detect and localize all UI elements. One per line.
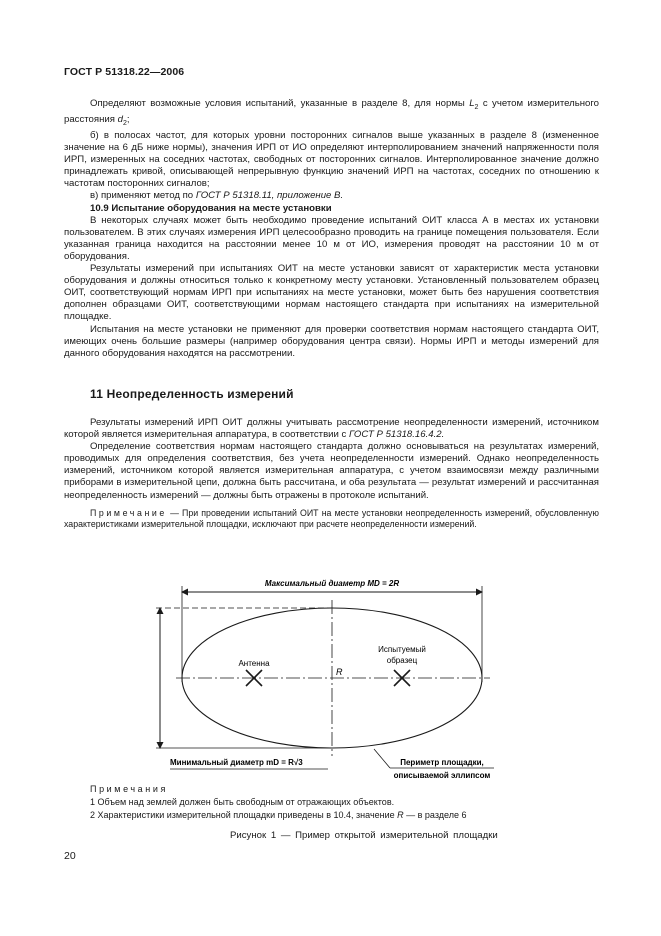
note-item: 1 Объем над землей должен быть свободным от отражающих объектов. xyxy=(90,797,395,807)
subsection-heading: 10.9 Испытание оборудования на месте установки xyxy=(90,202,332,214)
note-text: — При проведении испытаний ОИТ на месте установки неопределенность измерений, обусловленную характеристиками измерительной площадки, исключают при расчете неопределенности измерений. xyxy=(64,507,599,530)
paragraph: б) в полосах частот, для которых уровни посторонних сигналов выше указанных в разделе 8 (измененное значение на 6 дБ ниже нормы), значения ИРП от ИО определяют интерполированием значений напряженности поля ИРП, измеренных на соседних частотах, свободных от посторонних сигналов. Интерполированное значение должно принадлежать кривой, описывающей непрерывную функцию значений ИРП на частотах, соседних по отношению к частотам посторонних сигналов; xyxy=(64,130,599,190)
note xyxy=(64,508,599,531)
section-heading: 11 Неопределенность измерений xyxy=(90,387,294,401)
text-run: в) применяют метод по xyxy=(90,190,196,202)
symbol-L: L xyxy=(469,98,475,109)
text-run: Результаты измерений ИРП ОИТ должны учитывать рассмотрение неопределенности измерений, источником которой является измерительная аппаратура, в соответствии с xyxy=(64,417,599,441)
note-item xyxy=(90,809,590,822)
symbol-d: d xyxy=(117,114,123,125)
document-header: ГОСТ Р 51318.22—2006 xyxy=(64,66,185,78)
paragraph: Определение соответствия нормам настоящего стандарта должно основываться на результатах измерений, проводимых для определения соответствия, без учета неопределенности измерений. Однако неопределенность измерений, источником которой является измерительная аппаратура, с учетом взаимосвязи между различными приборами в измерительной цепи, должна быть рассчитана, и оба результата — результат измерений и рассчитанная неопределенность измерений — должны быть отражены в протоколе испытаний. xyxy=(64,441,599,501)
sample-label-line1: Испытуемый xyxy=(378,645,426,654)
figure-caption: Рисунок 1 — Пример открытой измерительной площадки xyxy=(230,830,498,841)
text-run: — в разделе 6 xyxy=(403,810,467,820)
reference-link[interactable]: ГОСТ Р 51318.11, приложение В. xyxy=(195,190,344,202)
antenna-label: Антенна xyxy=(238,659,270,668)
max-diameter-label: Максимальный диаметр MD = 2R xyxy=(264,579,400,588)
note-label: Примечание xyxy=(90,507,167,518)
paragraph xyxy=(64,98,599,130)
section-text xyxy=(64,417,599,531)
text-run: Определяют возможные условия испытаний, указанные в разделе 8, для нормы xyxy=(90,98,470,109)
test-site-figure xyxy=(140,572,520,782)
paragraph xyxy=(64,190,599,202)
text-run: 2 Характеристики измерительной площадки приведены в 10.4, значение xyxy=(90,810,398,820)
notes-heading: Примечания xyxy=(90,784,168,794)
perimeter-label-line1: Периметр площадки, xyxy=(400,758,484,767)
paragraph xyxy=(64,417,599,441)
r-label: R xyxy=(336,667,343,677)
paragraph: Результаты измерений при испытаниях ОИТ на месте установки зависят от характеристик места установки оборудования и должны относиться только к конкретному месту установки. Установленный пользователем образец ОИТ, соответствующий нормам ИРП при испытаниях на месте установки, может быть без нарушения соответствия дополнен образцами ОИТ, соответствующими нормам настоящего стандарта при испытаниях на измерительной площадке. xyxy=(64,263,599,323)
text-run: ; xyxy=(126,114,130,125)
page-number: 20 xyxy=(64,850,76,862)
paragraph: Испытания на месте установки не применяют для проверки соответствия нормам настоящего стандарта ОИТ, имеющих очень большие размеры (например оборудования центра связи). Нормы ИРП и методы измерений для данного оборудования находятся на рассмотрении. xyxy=(64,323,599,359)
subscript: 2 xyxy=(122,119,127,127)
perimeter-label-line2: описываемой эллипсом xyxy=(393,771,491,780)
reference-link[interactable]: ГОСТ Р 51318.16.4.2. xyxy=(349,429,445,441)
paragraph: В некоторых случаях может быть необходимо проведение испытаний ОИТ класса А в местах их установки пользователем. В этих случаях измерения ИРП целесообразно проводить на границе помещения пользователя. Если указанная граница находится на расстоянии менее 10 м от ИО, измерения проводят на расстоянии 10 м от оборудования. xyxy=(64,214,599,262)
text-run: с учетом измерительного расстояния xyxy=(64,98,599,125)
figure-notes xyxy=(90,783,590,822)
min-diameter-label: Минимальный диаметр mD = R√3 xyxy=(170,758,303,767)
main-text xyxy=(64,98,599,360)
subscript: 2 xyxy=(474,103,479,111)
symbol-R: R xyxy=(397,810,404,820)
perimeter-leader xyxy=(374,749,390,768)
sample-label-line2: образец xyxy=(386,656,418,665)
